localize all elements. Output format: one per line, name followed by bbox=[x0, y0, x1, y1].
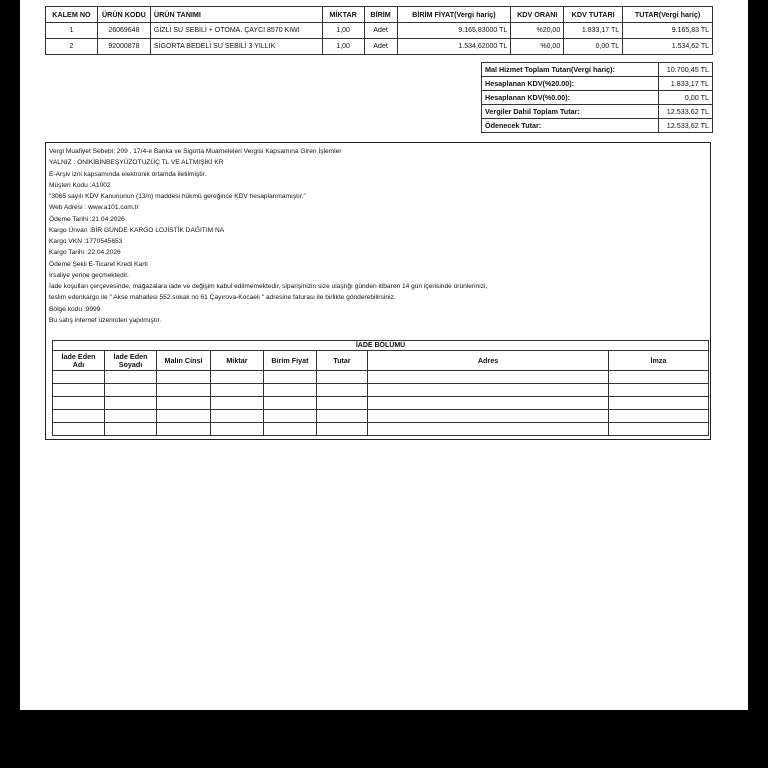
return-title-row bbox=[53, 341, 709, 351]
return-empty-cell bbox=[264, 423, 317, 436]
return-empty-cell bbox=[317, 423, 368, 436]
totals-row bbox=[482, 119, 713, 133]
totals-value: 12.533,62 TL bbox=[659, 105, 713, 119]
return-empty-cell bbox=[264, 371, 317, 384]
return-header-adres: Adres bbox=[368, 351, 609, 371]
note-line: Müşteri Kodu :A1002 bbox=[49, 181, 111, 189]
return-empty-cell bbox=[609, 397, 709, 410]
table-row bbox=[46, 23, 713, 39]
return-empty-cell bbox=[53, 384, 105, 397]
cell-miktar: 1,00 bbox=[322, 23, 364, 39]
totals-label: Ödenecek Tutar: bbox=[482, 119, 659, 133]
totals-label: Hesaplanan KDV(%0.00): bbox=[482, 91, 659, 105]
return-table bbox=[52, 340, 709, 436]
return-header-birim-fiyat: Birim Fiyat bbox=[264, 351, 317, 371]
return-empty-cell bbox=[368, 384, 609, 397]
return-empty-cell bbox=[105, 423, 157, 436]
return-empty-cell bbox=[157, 384, 211, 397]
return-empty-row bbox=[53, 397, 709, 410]
notes-text bbox=[49, 146, 487, 326]
return-empty-row bbox=[53, 371, 709, 384]
cell-kdv-tutari: 1.833,17 TL bbox=[564, 23, 623, 39]
totals-label: Mal Hizmet Toplam Tutarı(Vergi hariç): bbox=[482, 63, 659, 77]
return-empty-cell bbox=[317, 397, 368, 410]
return-empty-cell bbox=[368, 397, 609, 410]
cell-urun-tanimi: GİZLİ SU SEBİLİ + OTOMA. ÇAYCI 8570 KIWI bbox=[150, 23, 322, 39]
items-header-row bbox=[46, 7, 713, 23]
totals-label: Vergiler Dahil Toplam Tutar: bbox=[482, 105, 659, 119]
return-empty-cell bbox=[211, 397, 264, 410]
return-empty-cell bbox=[609, 423, 709, 436]
totals-row bbox=[482, 77, 713, 91]
totals-value: 10.700,45 TL bbox=[659, 63, 713, 77]
return-header-miktar: Miktar bbox=[211, 351, 264, 371]
cell-urun-kodu: 26069648 bbox=[97, 23, 150, 39]
return-empty-cell bbox=[317, 371, 368, 384]
note-line: İade koşulları çerçevesinde, mağazalara iade ve değişim kabul edilmemektedir, siparişinizin size ulaştığı günden itibaren 14 gün içerisinde ürünlerinizi, bbox=[49, 283, 488, 290]
header-tutar: TUTAR(Vergi hariç) bbox=[623, 7, 713, 23]
note-line: YALNIZ : ONİKİBİNBEŞYÜZOTUZÜÇ TL VE ALTMIŞİKİ KR bbox=[49, 159, 224, 167]
return-empty-cell bbox=[211, 371, 264, 384]
header-kalem-no: KALEM NO bbox=[46, 7, 98, 23]
totals-value: 0,00 TL bbox=[659, 91, 713, 105]
cell-birim: Adet bbox=[364, 39, 397, 55]
note-line: "3065 sayılı KDV Kanununun (13/n) maddesi hükmü gereğince KDV hesaplanmamıştır." bbox=[49, 193, 306, 200]
return-header-tutar: Tutar bbox=[317, 351, 368, 371]
totals-value: 1.833,17 TL bbox=[659, 77, 713, 91]
note-line: Vergi Muafiyet Sebebi: 209 , 17/4-e Banka ve Sigorta Muameleleri Vergisi Kapsamına Giren İşlemler bbox=[49, 148, 342, 155]
note-line: Web Adresi : www.a101.com.tr bbox=[49, 204, 139, 212]
cell-urun-kodu: 92000878 bbox=[97, 39, 150, 55]
note-line: Kargo Ünvan :BİR GÜNDE KARGO LOJİSTİK DAĞITIM NA bbox=[49, 226, 225, 234]
totals-value: 12.533,62 TL bbox=[659, 119, 713, 133]
cell-kalem-no: 2 bbox=[46, 39, 98, 55]
return-header-malin-cinsi: Malın Cinsi bbox=[157, 351, 211, 371]
note-line: Kargo VKN :1770545653 bbox=[49, 238, 123, 245]
header-birim-fiyat: BİRİM FİYAT(Vergi hariç) bbox=[397, 7, 511, 23]
return-body bbox=[53, 371, 709, 436]
note-line: Ödeme Tarihi :21.04.2026 bbox=[49, 215, 125, 223]
cell-kdv-orani: %20,00 bbox=[511, 23, 564, 39]
cell-kalem-no: 1 bbox=[46, 23, 98, 39]
totals-table bbox=[481, 62, 713, 133]
totals-label: Hesaplanan KDV(%20.00): bbox=[482, 77, 659, 91]
return-empty-cell bbox=[609, 410, 709, 423]
return-empty-cell bbox=[157, 397, 211, 410]
cell-urun-tanimi: SİGORTA BEDELİ SU SEBİLİ 3 YILLIK bbox=[150, 39, 322, 55]
note-line: Ödeme Şekli E-Ticaret Kredi Karti bbox=[49, 260, 148, 268]
return-header-ad: İade Eden Adı bbox=[53, 351, 105, 371]
table-row bbox=[46, 39, 713, 55]
return-empty-cell bbox=[317, 410, 368, 423]
return-empty-cell bbox=[609, 384, 709, 397]
return-empty-row bbox=[53, 410, 709, 423]
return-empty-cell bbox=[157, 423, 211, 436]
notes-box bbox=[45, 142, 711, 440]
return-empty-cell bbox=[53, 397, 105, 410]
return-empty-cell bbox=[368, 371, 609, 384]
return-empty-cell bbox=[105, 371, 157, 384]
return-empty-cell bbox=[264, 397, 317, 410]
header-urun-kodu: ÜRÜN KODU bbox=[97, 7, 150, 23]
return-empty-cell bbox=[105, 397, 157, 410]
cell-miktar: 1,00 bbox=[322, 39, 364, 55]
note-line: İrsaliye yerine geçmektedir. bbox=[49, 271, 129, 279]
return-section-title: İADE BÖLÜMÜ bbox=[53, 341, 709, 351]
return-empty-cell bbox=[211, 423, 264, 436]
return-empty-cell bbox=[368, 410, 609, 423]
note-line: Bölge kodu :9999 bbox=[49, 305, 101, 313]
return-empty-cell bbox=[368, 423, 609, 436]
header-birim: BİRİM bbox=[364, 7, 397, 23]
return-empty-row bbox=[53, 384, 709, 397]
return-empty-cell bbox=[264, 384, 317, 397]
return-empty-cell bbox=[53, 371, 105, 384]
cell-tutar: 9.165,83 TL bbox=[623, 23, 713, 39]
return-empty-cell bbox=[157, 371, 211, 384]
cell-birim: Adet bbox=[364, 23, 397, 39]
return-empty-cell bbox=[105, 410, 157, 423]
return-empty-cell bbox=[317, 384, 368, 397]
cell-birim-fiyat: 1.534,62000 TL bbox=[397, 39, 511, 55]
return-empty-cell bbox=[53, 423, 105, 436]
note-line: teslim edenkargo ile " Akse mahallesi 552.sokak no 61 Çayırova-Kocaeli " adresine faturası ile birlikte gönderebilirsiniz. bbox=[49, 294, 396, 302]
return-header-row bbox=[53, 351, 709, 371]
totals-row bbox=[482, 91, 713, 105]
header-kdv-orani: KDV ORANI bbox=[511, 7, 564, 23]
return-empty-cell bbox=[609, 371, 709, 384]
return-empty-cell bbox=[157, 410, 211, 423]
header-miktar: MİKTAR bbox=[322, 7, 364, 23]
return-empty-cell bbox=[53, 410, 105, 423]
cell-tutar: 1.534,62 TL bbox=[623, 39, 713, 55]
items-table bbox=[45, 6, 713, 55]
totals-row bbox=[482, 63, 713, 77]
return-empty-cell bbox=[105, 384, 157, 397]
note-line: Bu satış internet üzerinden yapılmıştır. bbox=[49, 316, 162, 324]
header-kdv-tutari: KDV TUTARI bbox=[564, 7, 623, 23]
cell-kdv-orani: %0,00 bbox=[511, 39, 564, 55]
totals-row bbox=[482, 105, 713, 119]
cell-kdv-tutari: 0,00 TL bbox=[564, 39, 623, 55]
return-header-imza: İmza bbox=[609, 351, 709, 371]
cell-birim-fiyat: 9.165,83000 TL bbox=[397, 23, 511, 39]
return-empty-cell bbox=[211, 384, 264, 397]
note-line: Kargo Tarihi :22.04.2026 bbox=[49, 249, 121, 257]
note-line: E-Arşiv izni kapsamında elektronik ortamda iletilmiştir. bbox=[49, 170, 207, 178]
return-header-soyad: İade Eden Soyadı bbox=[105, 351, 157, 371]
return-empty-row bbox=[53, 423, 709, 436]
return-empty-cell bbox=[211, 410, 264, 423]
return-empty-cell bbox=[264, 410, 317, 423]
header-urun-tanimi: ÜRÜN TANIMI bbox=[150, 7, 322, 23]
